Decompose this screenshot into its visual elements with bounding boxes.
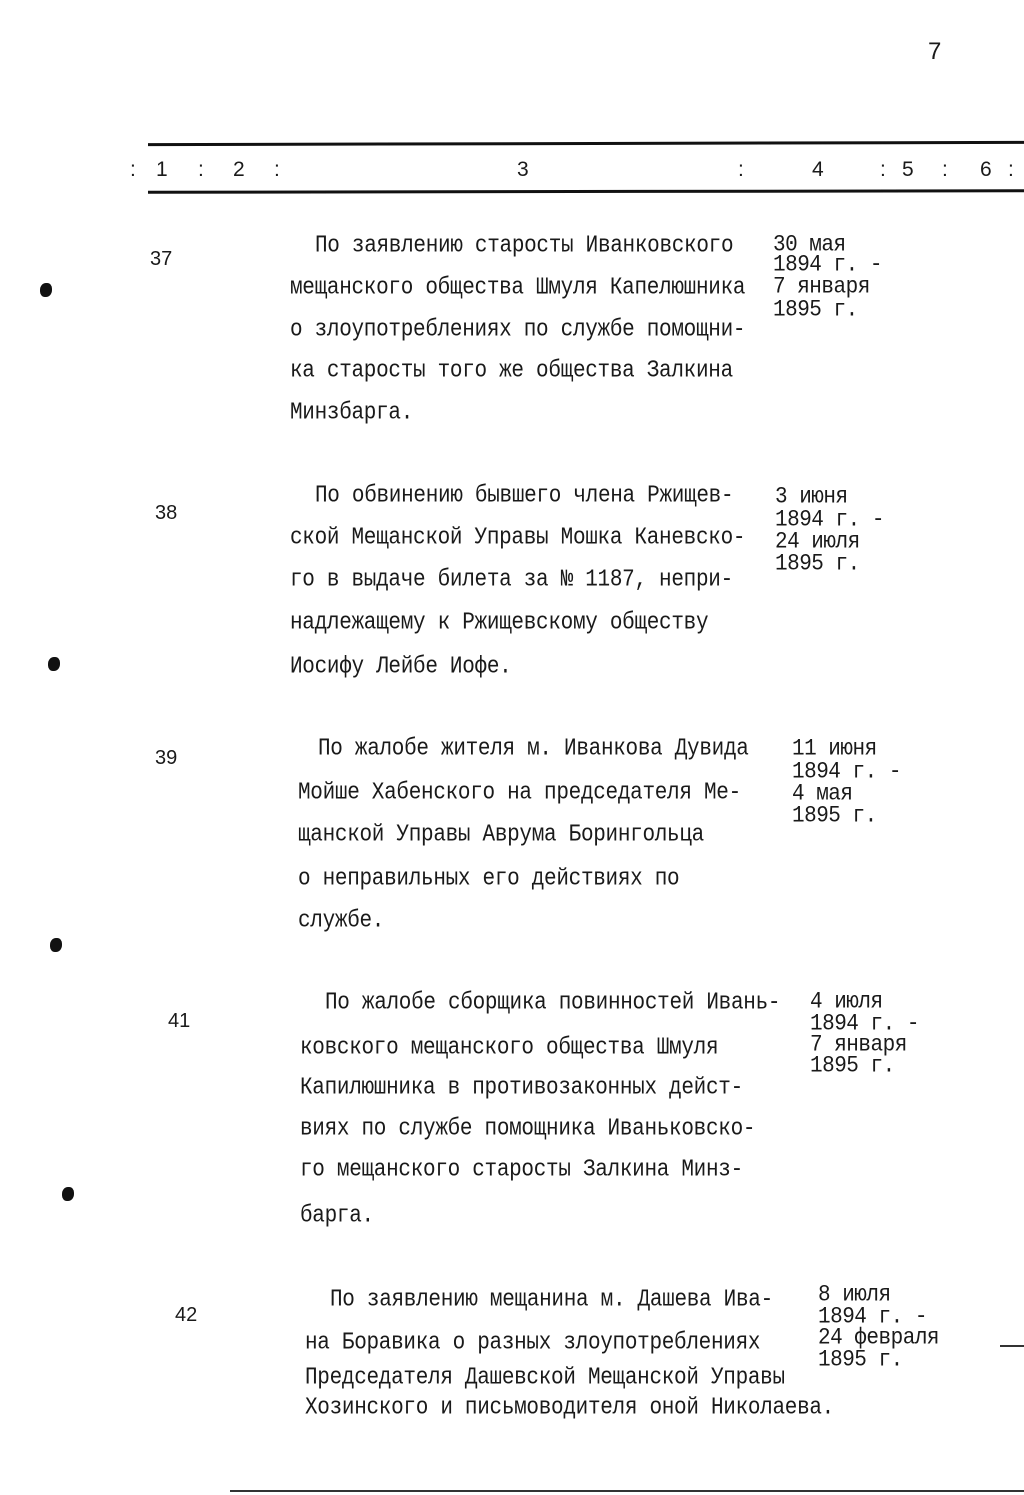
entry-description-line: ской Мещанской Управы Мошка Каневско- [290,525,746,552]
punch-hole-mark [48,657,60,671]
entry-description-line: виях по службе помощника Иваньковско- [300,1116,756,1143]
entry-date-line: 1894 г. - [810,1012,919,1038]
entry-date-line: 11 июня [792,737,877,763]
entry-date-line: 1895 г. [818,1348,903,1374]
entry-description-line: ка старосты того же общества Залкина [290,358,733,385]
column-header-3: 3 [517,158,529,181]
margin-mark [1000,1345,1024,1347]
entry-description-line: Хозинского и письмоводителя оной Николаева. [305,1395,834,1422]
entry-description-line: По обвинению бывшего члена Ржищев- [315,483,734,510]
entry-date-line: 1894 г. - [818,1305,927,1331]
punch-hole-mark [62,1187,74,1201]
column-separator: : [942,158,948,181]
entry-description-line: По жалобе сборщика повинностей Ивань- [325,990,781,1017]
entry-date-line: 1895 г. [810,1054,895,1080]
column-separator: : [738,158,744,181]
entry-description-line: мещанского общества Шмуля Капелюшника [290,275,746,302]
entry-date-line: 24 июля [775,530,860,556]
column-separator: : [130,158,136,181]
punch-hole-mark [50,938,62,952]
entry-number: 37 [150,248,173,270]
entry-description-line: барга. [300,1203,374,1230]
entry-description-line: службе. [298,908,385,935]
entry-description-line: о неправильных его действиях по [298,866,680,893]
column-separator: : [274,158,280,181]
column-header-6: 6 [980,158,992,181]
entry-description-line: ковского мещанского общества Шмуля [300,1035,719,1062]
entry-number: 39 [155,747,178,769]
column-separator: : [1008,158,1014,181]
entry-description-line: на Боравика о разных злоупотреблениях [305,1330,761,1357]
column-header-2: 2 [233,158,245,181]
column-header-1: 1 [156,158,168,181]
entry-description-line: Иосифу Лейбе Иофе. [290,654,512,681]
entry-description-line: го мещанского старосты Залкина Минз- [300,1157,743,1184]
entry-description-line: о злоупотреблениях по службе помощни- [290,317,746,344]
entry-description-line: Капилюшника в противозаконных дейст- [300,1075,743,1102]
entry-description-line: надлежащему к Ржищевскому обществу [290,610,709,637]
entry-description-line: Минзбарга. [290,400,414,427]
entry-date-line: 7 января [810,1033,907,1059]
column-header-5: 5 [902,158,914,181]
bottom-rule [230,1490,1024,1492]
entry-date-line: 8 июля [818,1283,891,1309]
entry-description-line: По жалобе жителя м. Иванкова Дувида [318,736,749,763]
entry-description-line: го в выдаче билета за № 1187, непри- [290,567,733,594]
entry-date-line: 1895 г. [792,804,877,830]
header-top-rule [148,141,1024,146]
column-separator: : [198,158,204,181]
column-header-4: 4 [812,158,824,181]
entry-description-line: По заявлению мещанина м. Дашева Ива- [330,1287,773,1314]
entry-description-line: Мойше Хабенского на председателя Ме- [298,780,741,807]
entry-date-line: 24 февраля [818,1326,940,1352]
entry-date-line: 4 июля [810,990,883,1016]
entry-date-line: 7 января [773,275,870,301]
entry-date-line: 3 июня [775,485,848,511]
entry-date-line: 30 мая [773,233,846,259]
entry-date-line: 1894 г. - [792,760,901,786]
entry-description-line: Председателя Дашевской Мещанской Управы [305,1365,785,1392]
entry-number: 42 [175,1304,198,1326]
header-bottom-rule [148,189,1024,194]
entry-date-line: 1895 г. [775,552,860,578]
entry-number: 41 [168,1010,191,1032]
column-separator: : [880,158,886,181]
entry-date-line: 1894 г. - [775,508,884,534]
page-number: 7 [928,38,942,65]
entry-date-line: 4 мая [792,782,853,808]
entry-date-line: 1894 г. - [773,253,882,279]
entry-number: 38 [155,502,178,524]
entry-description-line: щанской Управы Аврума Борингольца [298,822,704,849]
entry-description-line: По заявлению старосты Иванковского [315,233,734,260]
entry-date-line: 1895 г. [773,298,858,324]
punch-hole-mark [40,283,52,297]
